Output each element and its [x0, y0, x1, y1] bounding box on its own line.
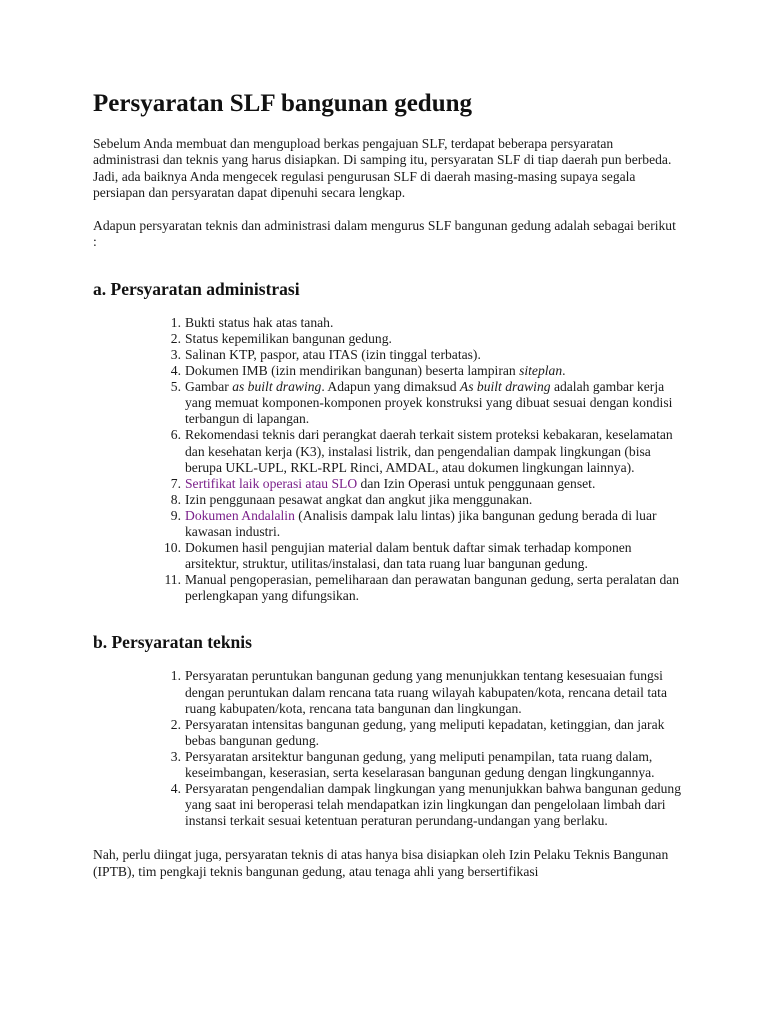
section-a-heading: a. Persyaratan administrasi [93, 278, 300, 299]
slo-link[interactable]: Sertifikat laik operasi atau SLO [185, 475, 358, 491]
admin-requirements-list [164, 314, 683, 605]
list-item: 2. Persyaratan intensitas bangunan gedung, yang meliputi kepadatan, ketinggian, dan jarak bebas bangunan gedung. [170, 716, 665, 748]
list-item: 7. Sertifikat laik operasi atau SLO dan Izin Operasi untuk penggunaan genset. [170, 475, 596, 491]
list-item: 3. Salinan KTP, paspor, atau ITAS (izin tinggal terbatas). [170, 346, 481, 362]
page-title: Persyaratan SLF bangunan gedung [93, 90, 473, 117]
section-b-heading: b. Persyaratan teknis [93, 632, 252, 653]
list-item: 2. Status kepemilikan bangunan gedung. [170, 330, 392, 346]
intro-paragraph-2: Adapun persyaratan teknis dan administrasi dalam mengurus SLF bangunan gedung adalah sebagai berikut : [93, 218, 676, 250]
list-item: 4. Dokumen IMB (izin mendirikan bangunan) beserta lampiran siteplan. [170, 363, 566, 379]
list-item: 4. Persyaratan pengendalian dampak lingkungan yang menunjukkan bahwa bangunan gedung yang saat ini beroperasi telah mendapatkan izin lingkungan dan pengelolaan limbah dari instansi terkait sesuai ketentuan peraturan perundang-undangan yang berlaku. [170, 781, 682, 829]
list-item: 1. Persyaratan peruntukan bangunan gedung yang menunjukkan tentang kesesuaian fungsi dengan peruntukan dalam rencana tata ruang wilayah kabupaten/kota, rencana detail tata ruang kabupaten/kota, rencana tata bangunan dan lingkungan. [170, 668, 667, 716]
closing-paragraph: Nah, perlu diingat juga, persyaratan teknis di atas hanya bisa disiapkan oleh Izin Pelaku Teknis Bangunan (IPTB), tim pengkaji teknis bangunan gedung, atau tenaga ahli yang bersertifikasi [93, 847, 669, 879]
document-page [93, 88, 683, 897]
list-item: 1. Bukti status hak atas tanah. [170, 314, 334, 330]
list-item: 3. Persyaratan arsitektur bangunan gedung, yang meliputi penampilan, tata ruang dalam, keseimbangan, keserasian, serta keselarasan bangunan gedung dengan lingkungannya. [170, 748, 655, 781]
list-item: 6. Rekomendasi teknis dari perangkat daerah terkait sistem proteksi kebakaran, keselamatan dan kesehatan kerja (K3), instalasi listrik, dan pengendalian dampak lingkungan (bisa berupa UKL-UPL, RKL-RPL Rinci, AMDAL, atau dokumen lingkungan lainnya). [170, 427, 673, 475]
list-item: 11. Manual pengoperasian, pemeliharaan dan perawatan bangunan gedung, serta peralatan dan perlengkapan yang difungsikan. [164, 572, 680, 604]
list-item: 5. Gambar as built drawing. Adapun yang dimaksud As built drawing adalah gambar kerja yang memuat komponen-komponen proyek konstruksi yang dibuat sesuai dengan kondisi terbangun di lapangan. [170, 379, 673, 427]
list-item: 9. Dokumen Andalalin (Analisis dampak lalu lintas) jika bangunan gedung berada di luar kawasan industri. [170, 507, 657, 539]
andalalin-link[interactable]: Dokumen Andalalin [185, 507, 295, 523]
intro-paragraph: Sebelum Anda membuat dan mengupload berkas pengajuan SLF, terdapat beberapa persyaratan administrasi dan teknis yang harus disiapkan. Di samping itu, persyaratan SLF di tiap daerah pun berbeda. Jadi, ada baiknya Anda mengecek regulasi pengurusan SLF di daerah masing-masing supaya segala persiapan dan persyaratan dapat dipenuhi secara lengkap. [93, 136, 672, 200]
list-item: 10. Dokumen hasil pengujian material dalam bentuk daftar simak terhadap komponen arsitektur, struktur, utilitas/instalasi, dan tata ruang luar bangunan gedung. [164, 540, 632, 572]
list-item: 8. Izin penggunaan pesawat angkat dan angkut jika menggunakan. [170, 491, 533, 507]
technical-requirements-list [170, 668, 683, 829]
